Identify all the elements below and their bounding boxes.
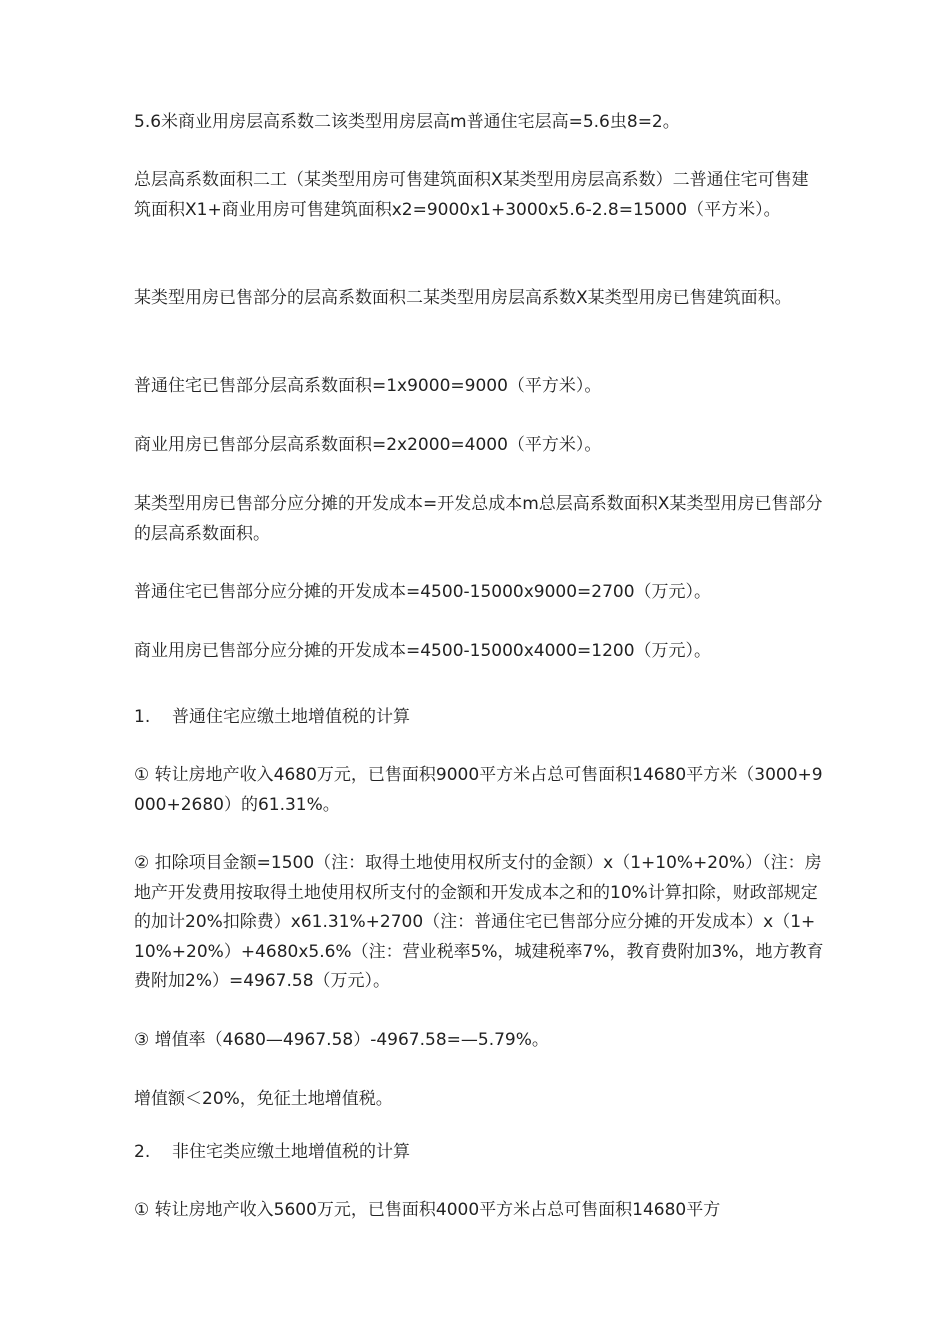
section-heading-non-residential [134,1138,824,1168]
paragraph-residential-appreciation-rate: ③ 增值率（4680—4967.58）-4967.58=—5.79%。 [134,1030,549,1050]
paragraph-exemption: 增值额＜20%，免征土地增值税。 [134,1089,393,1109]
section-heading-residential [134,703,824,733]
paragraph-residential-deductions: ② 扣除项目金额=1500（注：取得土地使用权所支付的金额）x（1+10%+20%）（注：房地产开发费用按取得土地使用权所支付的金额和开发成本之和的10%计算扣除，财政部规定的加计20%扣除费）x61.31%+2700（注：普通住宅已售部分应分摊的开发成本）x（1+10%+20%）+4680x5.6%（注：营业税率5%，城建税率7%，教育费附加3%，地方教育费附加2%）=4967.58（万元）。 [134,853,824,991]
paragraph-non-residential-income: ① 转让房地产收入5600万元，已售面积4000平方米占总可售面积14680平方 [134,1200,721,1220]
list-number: 1. [134,707,151,727]
paragraph-residential-cost: 普通住宅已售部分应分摊的开发成本=4500-15000x9000=2700（万元）。 [134,582,712,602]
paragraph-residential-income: ① 转让房地产收入4680万元，已售面积9000平方米占总可售面积14680平方米（3000+9000+2680）的61.31%。 [134,765,823,815]
section-heading-text: 普通住宅应缴土地增值税的计算 [172,707,410,727]
paragraph-residential-sold-area: 普通住宅已售部分层高系数面积=1x9000=9000（平方米）。 [134,376,602,396]
paragraph-commercial-sold-area: 商业用房已售部分层高系数面积=2x2000=4000（平方米）。 [134,435,602,455]
paragraph-total-coefficient-area: 总层高系数面积二工（某类型用房可售建筑面积X某类型用房层高系数）二普通住宅可售建筑面积X1+商业用房可售建筑面积x2=9000x1+3000x5.6-2.8=15000（平方米）。 [134,170,809,220]
paragraph-height-coefficient: 5.6米商业用房层高系数二该类型用房层高m普通住宅层高=5.6虫8=2。 [134,112,680,132]
section-heading-text: 非住宅类应缴土地增值税的计算 [172,1142,410,1162]
list-number: 2. [134,1142,151,1162]
paragraph-cost-allocation-definition: 某类型用房已售部分应分摊的开发成本=开发总成本m总层高系数面积X某类型用房已售部分的层高系数面积。 [134,494,823,544]
paragraph-commercial-cost: 商业用房已售部分应分摊的开发成本=4500-15000x4000=1200（万元）。 [134,641,712,661]
paragraph-sold-coefficient-definition: 某类型用房已售部分的层高系数面积二某类型用房层高系数X某类型用房已售建筑面积。 [134,288,792,308]
